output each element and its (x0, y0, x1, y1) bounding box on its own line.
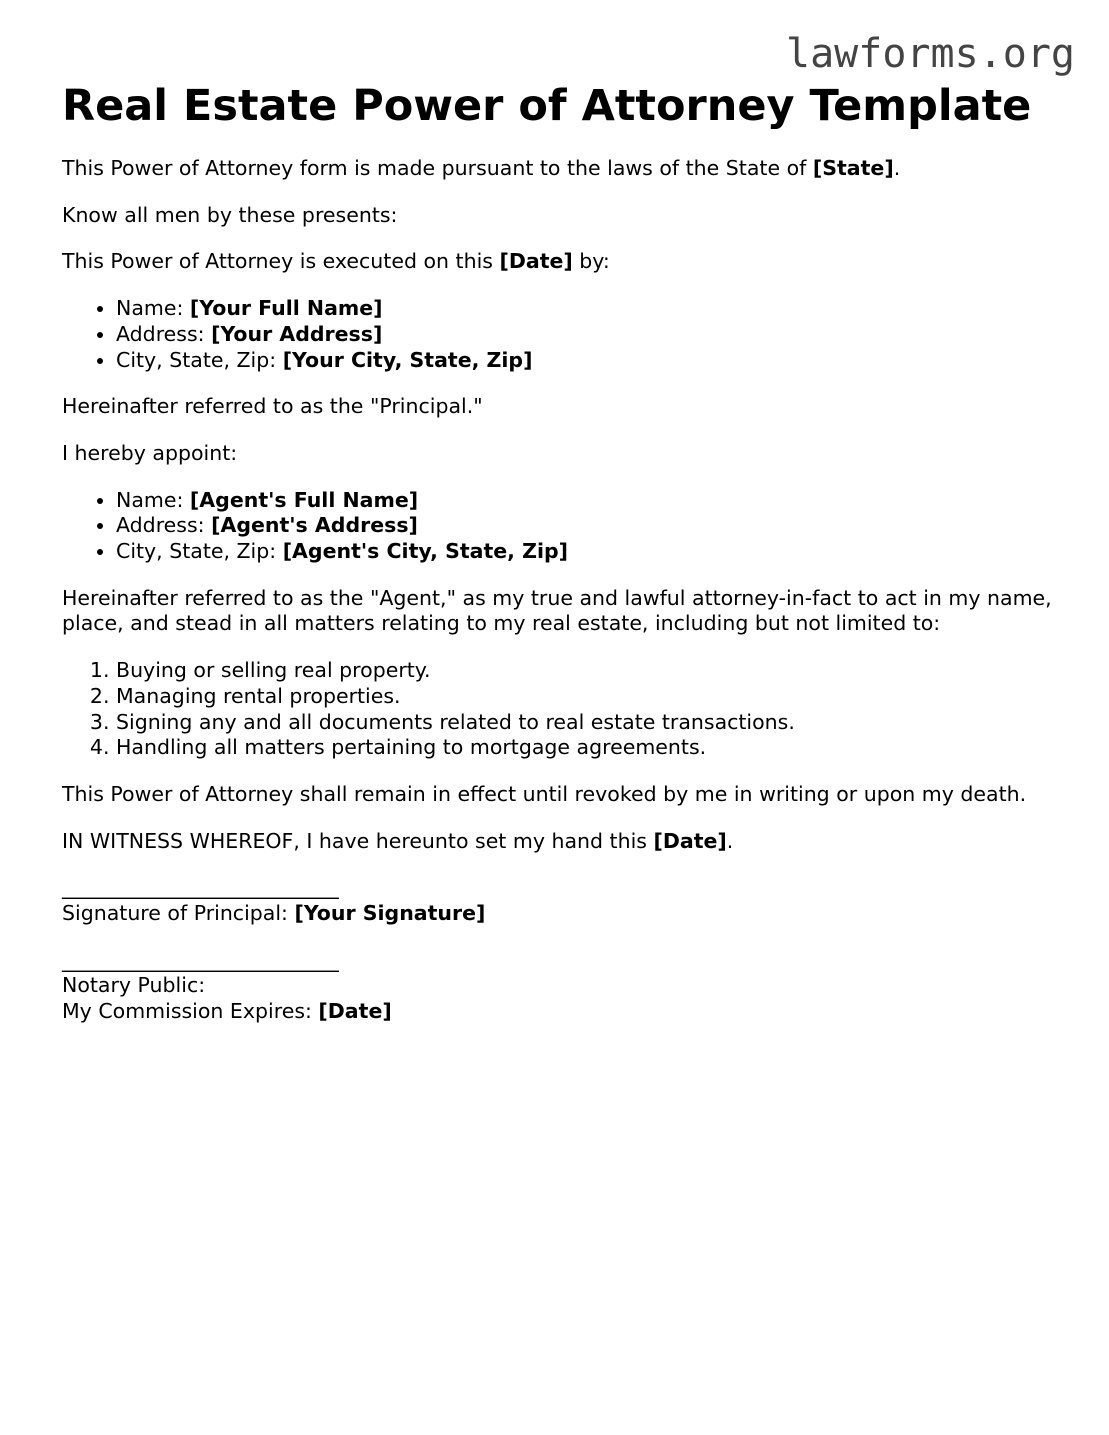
agent-referred-paragraph: Hereinafter referred to as the "Agent," as my true and lawful attorney-in-fact to act in my name, place, and stead in all matters relating to my real estate, including but not limited to: (62, 585, 1052, 636)
commission-date-placeholder: [Date] (318, 999, 392, 1024)
executed-text: This Power of Attorney is executed on this (62, 249, 500, 274)
principal-city-value: [Your City, State, Zip] (282, 347, 533, 372)
principal-city-label: City, State, Zip: (116, 347, 283, 372)
executed-suffix: by: (572, 249, 610, 274)
agent-city-value: [Agent's City, State, Zip] (282, 539, 569, 564)
signature-placeholder: [Your Signature] (294, 901, 486, 926)
notary-label: Notary Public: (62, 973, 206, 998)
commission-label: My Commission Expires: (62, 999, 319, 1024)
powers-list (62, 658, 1062, 761)
principal-address-item (116, 322, 1062, 348)
signature-block (62, 875, 1062, 926)
agent-address-value: [Agent's Address] (211, 513, 418, 538)
signature-line: ___________________________ (62, 875, 339, 900)
agent-address-item (116, 513, 1062, 539)
power-item: 3. Signing any and all documents related to real estate transactions. (116, 710, 1062, 736)
agent-name-value: [Agent's Full Name] (189, 487, 419, 512)
know-all-paragraph: Know all men by these presents: (62, 202, 398, 227)
principal-details-list (62, 296, 1062, 373)
principal-referred-paragraph: Hereinafter referred to as the "Principal." (62, 394, 483, 419)
power-item: 1. Buying or selling real property. (116, 658, 1062, 684)
principal-name-item (116, 296, 1062, 322)
power-item: 4. Handling all matters pertaining to mortgage agreements. (116, 735, 1062, 761)
agent-address-label: Address: (116, 513, 212, 538)
executed-date-placeholder: [Date] (499, 249, 573, 274)
principal-address-label: Address: (116, 321, 212, 346)
intro-text: This Power of Attorney form is made pursuant to the laws of the State of (62, 156, 813, 180)
agent-name-label: Name: (116, 487, 190, 512)
document-body (62, 80, 1062, 1046)
notary-block (62, 948, 1062, 1025)
commission-row (62, 999, 1062, 1025)
witness-paragraph (62, 829, 1062, 855)
principal-city-item (116, 348, 1062, 374)
agent-name-item (116, 488, 1062, 514)
intro-paragraph (62, 156, 1062, 182)
effect-paragraph: This Power of Attorney shall remain in effect until revoked by me in writing or upon my death. (62, 781, 1027, 806)
principal-address-value: [Your Address] (211, 321, 383, 346)
witness-suffix: . (726, 828, 734, 853)
witness-date-placeholder: [Date] (653, 828, 727, 853)
appoint-paragraph: I hereby appoint: (62, 440, 238, 465)
document-title: Real Estate Power of Attorney Template (62, 81, 1032, 131)
power-item: 2. Managing rental properties. (116, 684, 1062, 710)
signature-label: Signature of Principal: (62, 901, 295, 926)
signature-label-row (62, 901, 1062, 927)
executed-paragraph (62, 249, 1062, 275)
intro-suffix: . (893, 156, 901, 180)
principal-name-value: [Your Full Name] (189, 296, 383, 321)
agent-details-list (62, 488, 1062, 565)
watermark-logo: lawforms.org (786, 31, 1075, 77)
agent-city-label: City, State, Zip: (116, 539, 283, 564)
notary-signature-line: ___________________________ (62, 947, 339, 972)
witness-text: IN WITNESS WHEREOF, I have hereunto set my hand this (62, 828, 654, 853)
principal-name-label: Name: (116, 296, 190, 321)
state-placeholder: [State] (812, 156, 894, 180)
agent-city-item (116, 539, 1062, 565)
